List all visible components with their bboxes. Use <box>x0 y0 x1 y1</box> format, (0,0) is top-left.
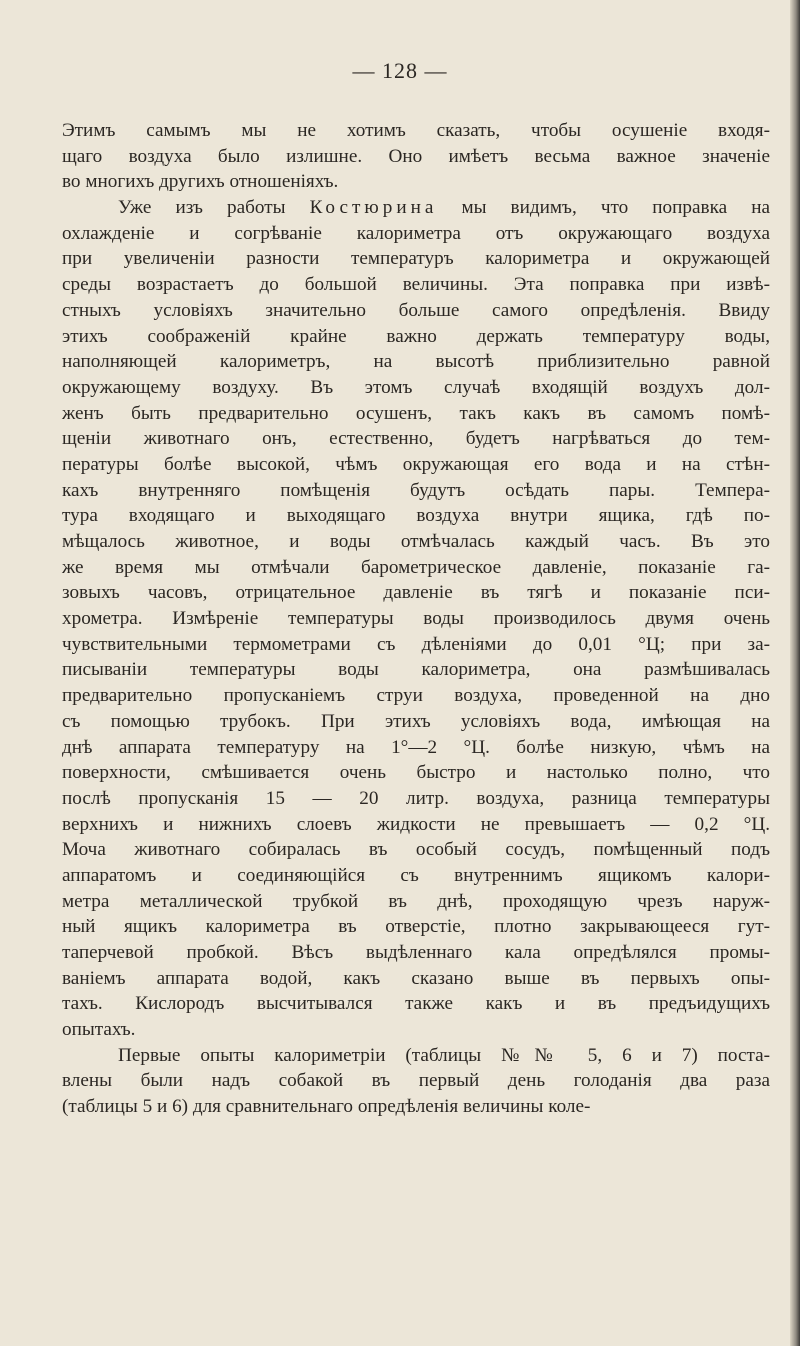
paragraph <box>62 1043 770 1120</box>
text-line: верхнихъ и нижнихъ слоевъ жидкости не превышаетъ — 0,2 °Ц. <box>62 813 770 835</box>
text-line: Моча животнаго собиралась въ особый сосудъ, помѣщенный подъ <box>62 839 770 861</box>
text-line: ный ящикъ калориметра въ отверстіе, плотно закрывающееся гут- <box>62 916 770 938</box>
text-line: таперчевой пробкой. Вѣсъ выдѣленнаго кала опредѣлялся промы- <box>62 942 770 963</box>
text-line: аппаратомъ и соединяющійся съ внутреннимъ ящикомъ калори- <box>62 864 770 886</box>
text-line: днѣ аппарата температуру на 1°—2 °Ц. болѣе низкую, чѣмъ на <box>62 736 770 758</box>
text-line: тура входящаго и выходящаго воздуха внутри ящика, гдѣ по- <box>62 505 770 527</box>
text-line: хрометра. Измѣреніе температуры воды производилось двумя очень <box>62 608 770 630</box>
text-line: влены были надъ собакой въ первый день голоданія два раза <box>62 1070 770 1092</box>
text-line: наполняющей калориметръ, на высотѣ приблизительно равной <box>62 351 770 373</box>
text-line: этихъ соображеній крайне важно держать температуру воды, <box>62 325 770 347</box>
paragraph <box>62 118 770 195</box>
text-line: женъ быть предварительно осушенъ, такъ какъ въ самомъ помѣ- <box>62 402 770 424</box>
text-line: пературы болѣе высокой, чѣмъ окружающая его вода и на стѣн- <box>62 453 770 475</box>
text-line: при увеличеніи разности температуръ калориметра и окружающей <box>62 248 770 270</box>
text-line: мѣщалось животное, и воды отмѣчалась каждый часъ. Въ это <box>62 531 770 552</box>
text-line: Этимъ самымъ мы не хотимъ сказать, чтобы осушеніе входя- <box>62 120 770 141</box>
text-line: кахъ внутренняго помѣщенія будутъ осѣдать пары. Темпера- <box>62 479 770 501</box>
page-number: — 128 — <box>352 58 448 83</box>
body-text <box>62 118 770 1120</box>
text-line: предварительно пропусканіемъ струи воздуха, проведенной на дно <box>62 685 770 707</box>
author-name-emphasis: Костюрина <box>309 197 438 219</box>
text-line: во многихъ другихъ отношеніяхъ. <box>62 171 339 193</box>
text-line: (таблицы 5 и 6) для сравнительнаго опредѣленія величины коле- <box>62 1096 591 1118</box>
text-line: послѣ пропусканія 15 — 20 литр. воздуха, разница температуры <box>62 787 770 809</box>
text-line: же время мы отмѣчали барометрическое давленіе, показаніе га- <box>62 556 770 578</box>
text-line: Первые опыты калориметріи (таблицы №№ 5, 6 и 7) поста- <box>118 1044 770 1066</box>
text-line: ваніемъ аппарата водой, какъ сказано выше въ первыхъ опы- <box>62 967 770 989</box>
text-line: стныхъ условіяхъ значительно больше самого опредѣленія. Ввиду <box>62 299 770 321</box>
text-line: зовыхъ часовъ, отрицательное давленіе въ тягѣ и показаніе пси- <box>62 582 770 604</box>
text-line: поверхности, смѣшивается очень быстро и настолько полно, что <box>62 762 770 784</box>
text-line: тахъ. Кислородъ высчитывался также какъ и въ предъидущихъ <box>62 993 770 1015</box>
paragraph <box>62 195 770 1043</box>
text-line: опытахъ. <box>62 1019 136 1041</box>
text-line: Уже изъ работы Костюрина мы видимъ, что поправка на <box>118 197 770 219</box>
text-line: охлажденіе и согрѣваніе калориметра отъ окружающаго воздуха <box>62 222 770 244</box>
text-line: метра металлической трубкой въ днѣ, проходящую чрезъ наруж- <box>62 890 770 912</box>
text-line: писываніи температуры воды калориметра, она размѣшивалась <box>62 659 770 681</box>
page-binding-edge <box>790 0 800 1346</box>
text-line: среды возрастаетъ до большой величины. Эта поправка при извѣ- <box>62 274 770 296</box>
text-line: чувствительными термометрами съ дѣленіями до 0,01 °Ц; при за- <box>62 633 770 655</box>
text-line: окружающему воздуху. Въ этомъ случаѣ входящій воздухъ дол- <box>62 376 770 398</box>
text-line: щеніи животнаго онъ, естественно, будетъ нагрѣваться до тем- <box>62 428 770 450</box>
text-line: съ помощью трубокъ. При этихъ условіяхъ вода, имѣющая на <box>62 710 770 732</box>
text-line: щаго воздуха было излишне. Оно имѣетъ весьма важное значеніе <box>62 145 770 167</box>
